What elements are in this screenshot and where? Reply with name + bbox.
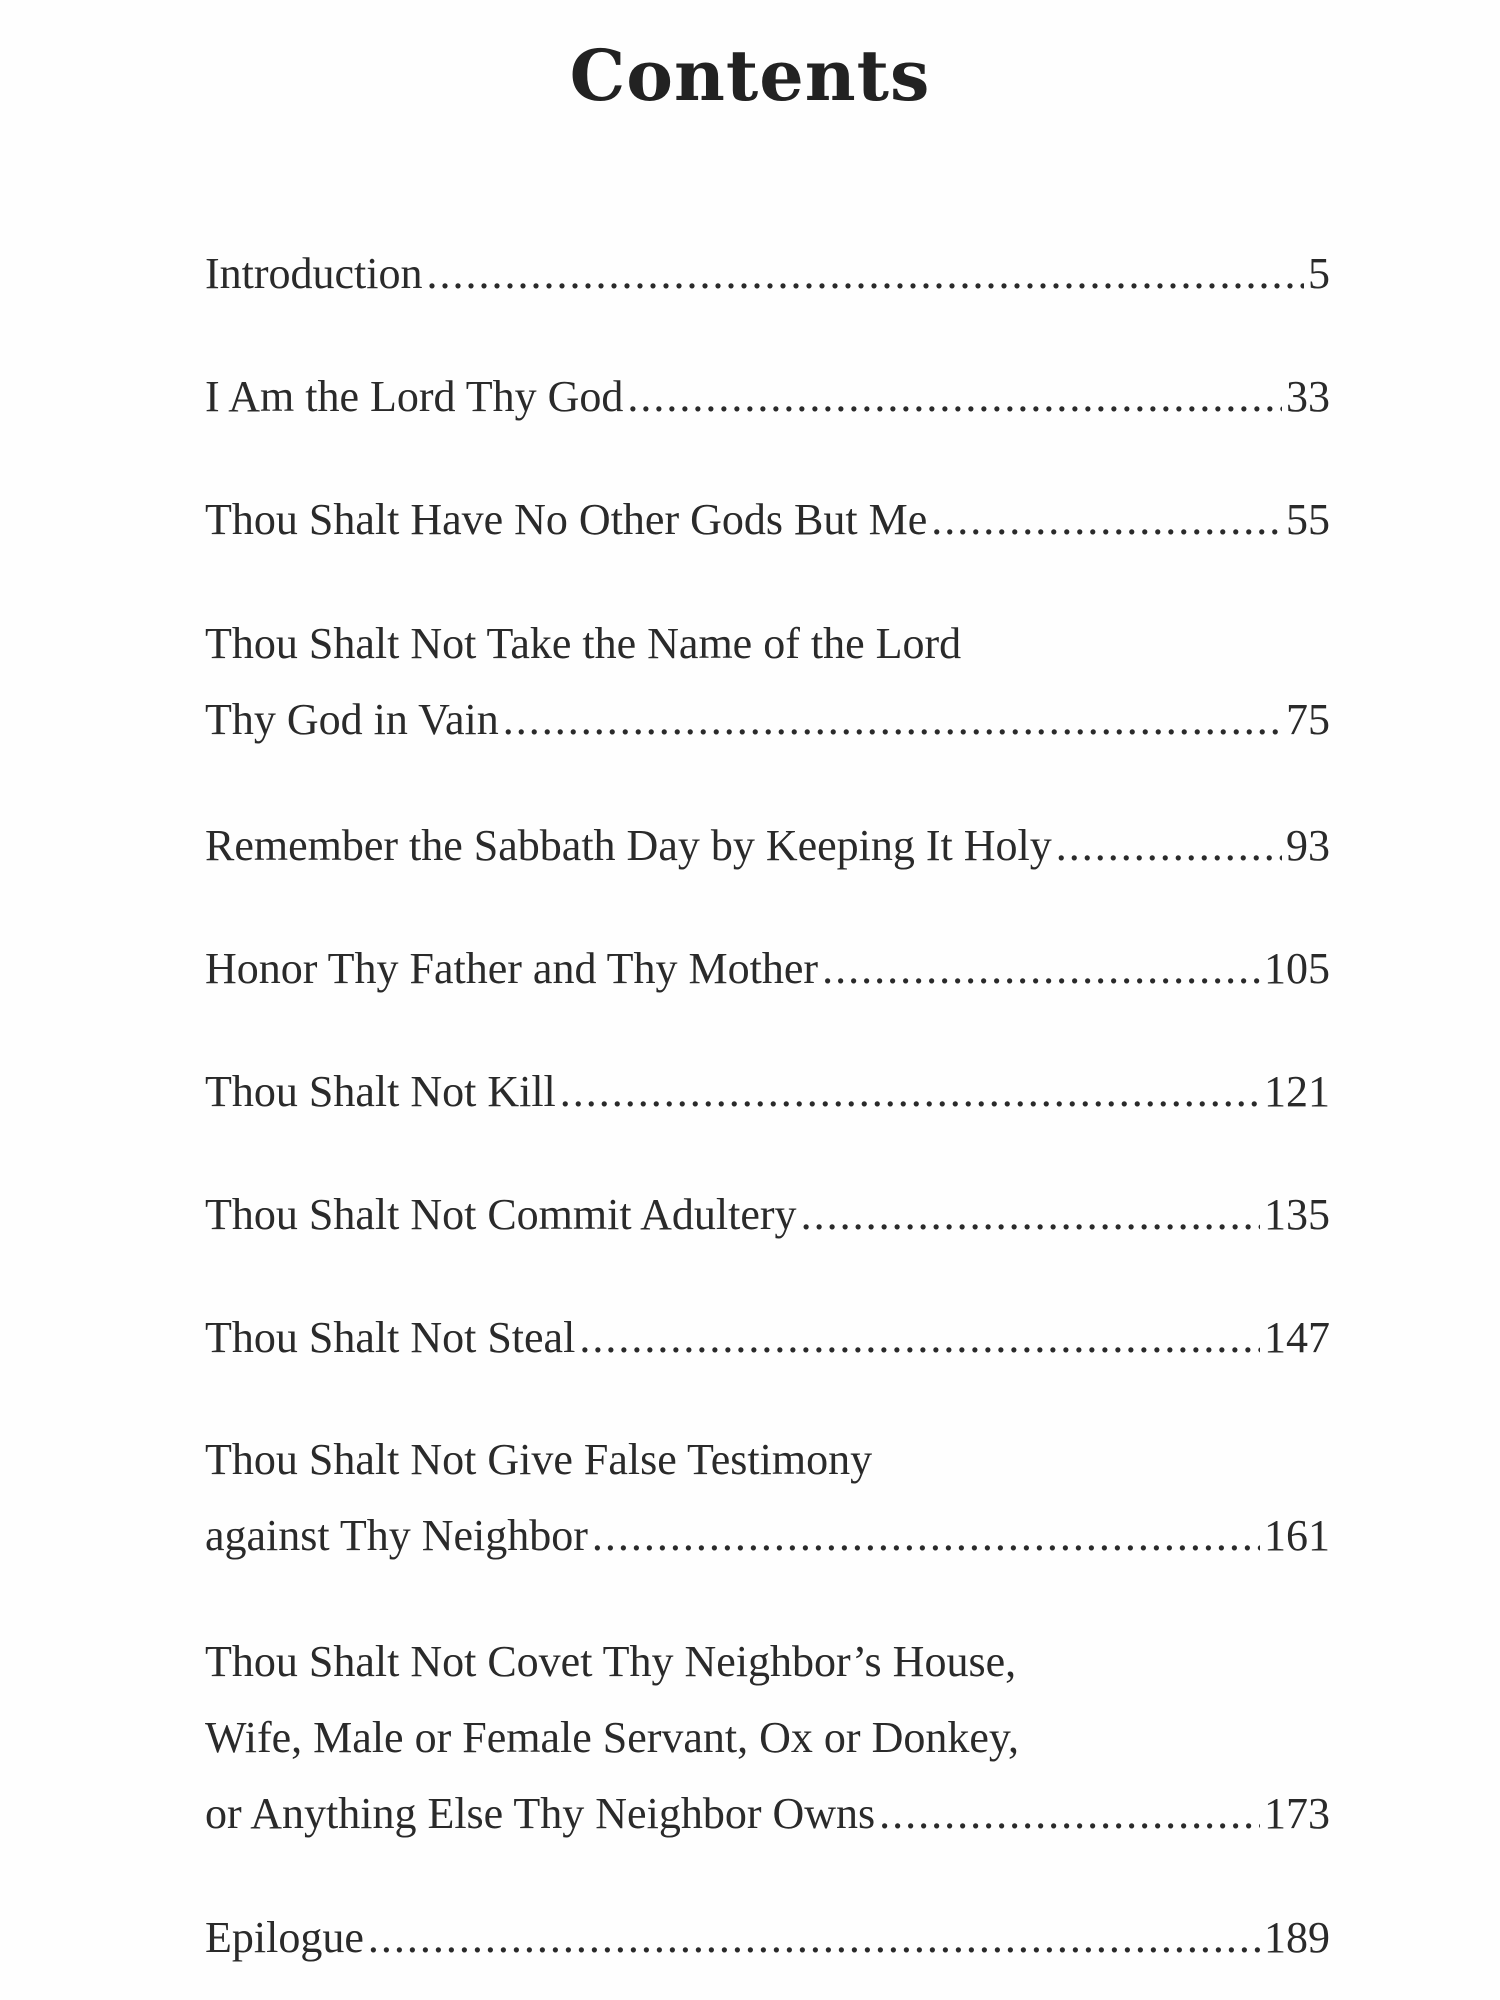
dot-leader (427, 236, 1304, 312)
toc-page-number: 5 (1308, 249, 1330, 298)
toc-entry-steal[interactable] (205, 1300, 1330, 1376)
toc-entry-i-am-the-lord[interactable] (205, 359, 1330, 435)
dot-leader (801, 1177, 1260, 1253)
dot-leader (1056, 808, 1282, 884)
toc-entry-line (205, 1776, 1330, 1852)
dot-leader (592, 1498, 1260, 1574)
dot-leader (931, 482, 1282, 558)
toc-entry-title: Epilogue (205, 1913, 364, 1962)
toc-entry-line (205, 682, 1330, 758)
toc-entry-title-line: Thou Shalt Not Covet Thy Neighbor’s House, (205, 1637, 1017, 1686)
toc-entry-title: Remember the Sabbath Day by Keeping It Holy (205, 821, 1052, 870)
toc-entry-line (205, 1177, 1330, 1253)
toc-page-number: 189 (1264, 1913, 1330, 1962)
toc-page-number: 135 (1264, 1190, 1330, 1239)
toc-page-number: 75 (1286, 695, 1330, 744)
toc-entry-title-line: Thou Shalt Not Give False Testimony (205, 1435, 873, 1484)
toc-entry-title-line: Wife, Male or Female Servant, Ox or Donkey, (205, 1713, 1020, 1762)
dot-leader (879, 1776, 1260, 1852)
toc-page-number: 121 (1264, 1067, 1330, 1116)
toc-entry-title: Thy God in Vain (205, 695, 499, 744)
toc-entry-title: Introduction (205, 249, 423, 298)
dot-leader (560, 1054, 1260, 1130)
toc-entry-line (205, 359, 1330, 435)
toc-entry-line (205, 808, 1330, 884)
toc-entry-line (205, 1300, 1330, 1376)
toc-entry-title: against Thy Neighbor (205, 1511, 588, 1560)
toc-entry-line (205, 236, 1330, 312)
toc-entry-title: Thou Shalt Not Steal (205, 1313, 576, 1362)
toc-entry-line (205, 1054, 1330, 1130)
toc-entry-no-other-gods[interactable] (205, 482, 1330, 558)
toc-entry-adultery[interactable] (205, 1177, 1330, 1253)
toc-entry-epilogue[interactable] (205, 1900, 1330, 1976)
toc-entry-covet[interactable] (205, 1624, 1330, 1852)
toc-entry-title: Thou Shalt Not Kill (205, 1067, 556, 1116)
dot-leader (627, 359, 1282, 435)
dot-leader (579, 1300, 1260, 1376)
toc-entry-honor-parents[interactable] (205, 931, 1330, 1007)
dot-leader (822, 931, 1260, 1007)
toc-entry-title: Thou Shalt Have No Other Gods But Me (205, 495, 928, 544)
toc-entry-title: I Am the Lord Thy God (205, 372, 624, 421)
toc-entry-title: or Anything Else Thy Neighbor Owns (205, 1789, 876, 1838)
toc-entry-title: Thou Shalt Not Commit Adultery (205, 1190, 797, 1239)
toc-entry-line (205, 931, 1330, 1007)
toc-entry-title: Honor Thy Father and Thy Mother (205, 944, 819, 993)
toc-page-number: 147 (1264, 1313, 1330, 1362)
dot-leader (368, 1900, 1260, 1976)
toc-page-number: 173 (1264, 1789, 1330, 1838)
toc-page-number: 33 (1286, 372, 1330, 421)
toc-entry-line (205, 1498, 1330, 1574)
toc-entry-title-line: Thou Shalt Not Take the Name of the Lord (205, 619, 962, 668)
toc-page-number: 105 (1264, 944, 1330, 993)
toc-page-number: 55 (1286, 495, 1330, 544)
toc-entry-line (205, 1900, 1330, 1976)
toc-entry-name-in-vain[interactable] (205, 606, 1330, 758)
toc-entry-not-kill[interactable] (205, 1054, 1330, 1130)
toc-page-number: 93 (1286, 821, 1330, 870)
toc-entry-sabbath[interactable] (205, 808, 1330, 884)
toc-entry-introduction[interactable] (205, 236, 1330, 312)
toc-entry-false-testimony[interactable] (205, 1422, 1330, 1574)
dot-leader (503, 682, 1282, 758)
toc-entry-line (205, 482, 1330, 558)
page-title: Contents (569, 34, 931, 117)
toc-page-number: 161 (1264, 1511, 1330, 1560)
